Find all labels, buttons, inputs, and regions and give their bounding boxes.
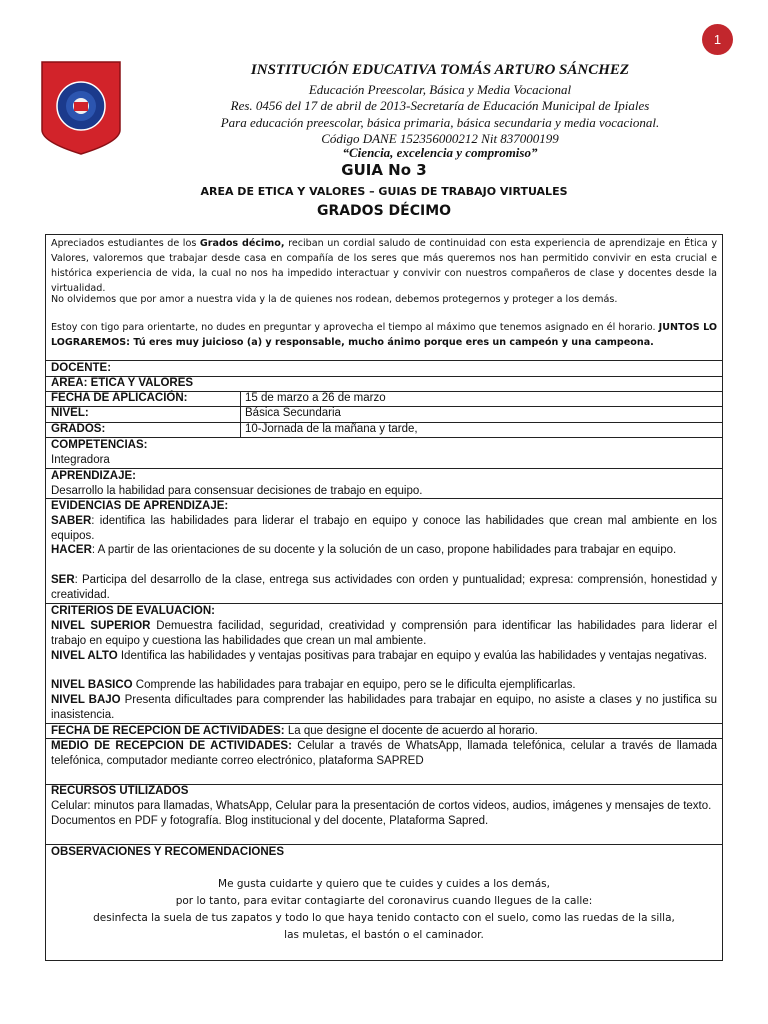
fecha-recepcion: FECHA DE RECEPCION DE ACTIVIDADES: La que designe el docente de acuerdo al horario.	[51, 725, 538, 737]
grados-label: GRADOS:	[51, 423, 106, 435]
recursos-label: RECURSOS UTILIZADOS	[51, 785, 189, 797]
grados-value: 10-Jornada de la mañana y tarde,	[245, 423, 418, 435]
header-line-3: Para educación preescolar, básica primaria, básica secundaria y media vocacional.	[220, 115, 660, 130]
medio-recepcion: MEDIO DE RECEPCION DE ACTIVIDADES: Celular a través de WhatsApp, llamada telefónica, celular a través de llamada telefónica, computador mediante correo electrónico, plataforma SAPRED	[51, 740, 718, 767]
evidencias-label: EVIDENCIAS DE APRENDIZAJE:	[51, 500, 229, 512]
docente-label: DOCENTE:	[51, 362, 112, 374]
observation-line-3: desinfecta la suela de tus zapatos y todo lo que haya tenido contacto con el suelo, como las ruedas de la silla,	[93, 912, 675, 924]
evidencia-saber: SABER: identifica las habilidades para liderar el trabajo en equipo y conoce las habilidades que crean mal ambiente en los equipos.	[51, 515, 717, 542]
intro-paragraph-2: No olvidemos que por amor a nuestra vida y la de quienes nos rodean, debemos protegernos y proteger a los demás.	[51, 294, 618, 305]
nivel-basico: NIVEL BASICO Comprende las habilidades para trabajar en equipo, pero se le dificulta ejemplificarlas.	[51, 679, 576, 691]
grades-title: GRADOS DÉCIMO	[316, 203, 452, 219]
nivel-alto: NIVEL ALTO Identifica las habilidades y ventajas positivas para trabajar en equipo y evalúa las habilidades y ventajas negativas.	[51, 650, 708, 662]
aprendizaje-value: Desarrollo la habilidad para consensuar decisiones de trabajo en equipo.	[51, 485, 423, 497]
header-line-4: Código DANE 152356000212 Nit 837000199	[321, 131, 559, 146]
observation-line-2: por lo tanto, para evitar contagiarte del coronavirus cuando llegues de la calle:	[175, 895, 593, 907]
nivel-label: NIVEL:	[51, 407, 89, 419]
evidencia-ser: SER: Participa del desarrollo de la clase, entrega sus actividades con orden y puntualidad; expresa: comprensión, honestidad y creatividad.	[51, 574, 717, 601]
header-line-1: Educación Preescolar, Básica y Media Vocacional	[308, 82, 572, 97]
school-logo	[40, 60, 122, 156]
observation-line-4: las muletas, el bastón o el caminador.	[284, 929, 484, 941]
observaciones-label: OBSERVACIONES Y RECOMENDACIONES	[51, 846, 285, 858]
criterios-label: CRITERIOS DE EVALUACION:	[51, 605, 215, 617]
aprendizaje-label: APRENDIZAJE:	[51, 470, 136, 482]
page-number-badge: 1	[702, 24, 733, 55]
fecha-aplicacion-value: 15 de marzo a 26 de marzo	[245, 392, 386, 404]
area-title: AREA DE ETICA Y VALORES – GUIAS DE TRABAJO VIRTUALES	[200, 185, 568, 198]
header-line-2: Res. 0456 del 17 de abril de 2013-Secretaría de Educación Municipal de Ipiales	[230, 98, 650, 113]
recursos-value: Celular: minutos para llamadas, WhatsApp, Celular para la presentación de cortos videos, audios, imágenes y mensajes de texto. Documentos en PDF y fotografía. Blog institucional y del docente, Plataforma Sapred.	[51, 800, 712, 827]
institution-motto: “Ciencia, excelencia y compromiso”	[342, 145, 538, 160]
nivel-value: Básica Secundaria	[245, 407, 341, 419]
intro-paragraph-1: Apreciados estudiantes de los Grados décimo, reciban un cordial saludo de continuidad con esta experiencia de aprendizaje en Ética y Valores, valoremos que trabajar desde casa en compañía de los seres que más queremos nos han permitido convivir en esta crucial e histórica experiencia de vida, la cual no nos ha impedido interactuar y convivir con nuestros compañeros de clase y docentes desde la virtualidad.	[51, 238, 717, 294]
competencias-label: COMPETENCIAS:	[51, 439, 148, 451]
guide-title: GUIA No 3	[341, 161, 427, 179]
institution-title: INSTITUCIÓN EDUCATIVA TOMÁS ARTURO SÁNCHEZ	[250, 62, 630, 78]
intro-paragraph-3: Estoy con tigo para orientarte, no dudes en preguntar y aprovecha el tiempo al máximo que tenemos asignado en él horario. JUNTOS LO LOGRAREMOS: Tú eres muy juicioso (a) y responsable, mucho ánimo porque eres un campeón y una campeona.	[51, 322, 718, 348]
evidencia-hacer: HACER: A partir de las orientaciones de su docente y la solución de un caso, propone habilidades para trabajar en equipo.	[51, 544, 677, 556]
area-label: AREA: ETICA Y VALORES	[51, 377, 194, 389]
fecha-aplicacion-label: FECHA DE APLICACIÓN:	[51, 392, 188, 404]
nivel-bajo: NIVEL BAJO Presenta dificultades para comprender las habilidades para trabajar en equipo, no asiste a clases y no justifica su inasistencia.	[51, 694, 717, 721]
column-divider	[240, 391, 241, 437]
competencias-value: Integradora	[51, 454, 110, 466]
nivel-superior: NIVEL SUPERIOR Demuestra facilidad, seguridad, creatividad y comprensión para identificar las habilidades para liderar el trabajo en equipo y cuestiona las habilidades que crean un mal ambiente.	[51, 620, 718, 647]
observation-line-1: Me gusta cuidarte y quiero que te cuides y cuides a los demás,	[218, 878, 550, 890]
